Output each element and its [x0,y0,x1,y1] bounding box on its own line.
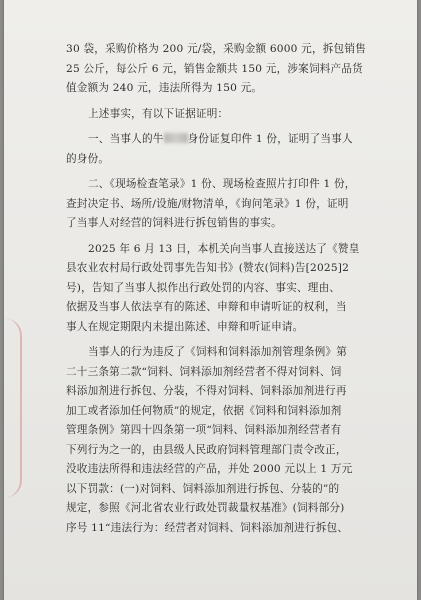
text-line: 一、当事人的牛 身份证复印件 1 份，证明了当事人 [88,133,353,145]
text-line: 下列行为之一的，由县级人民政府饲料管理部门责令改正， [66,443,347,456]
text-line: 事人在规定期限内未提出陈述、申辩和听证申请。 [66,320,304,333]
text-line: 号)，告知了当事人拟作出行政处罚的内容、事实、理由、 [66,281,341,294]
text-line: 值金额为 240 元，违法所得为 150 元。 [66,82,263,94]
text-line: 当事人的行为违反了《饲料和饲料添加剂管理条例》第 [88,346,348,358]
text-line: 没收违法所得和违法经营的产品，并处 2000 元以上 1 万元 [66,463,353,475]
document-body [66,40,376,538]
evidence-item-1-label: 一、当事人的牛 [88,133,164,145]
text-line: 规定，参照《河北省农业行政处罚裁量权基准》(饲料部分) [66,502,345,514]
text-line: 的身份。 [66,152,110,165]
text-line: 二十三条第二款“饲料、饲料添加剂经营者不得对饲料、饲 [66,365,342,378]
text-line: 料添加剂进行拆包、分装，不得对饲料、饲料添加剂进行再 [66,385,347,397]
redacted-name [164,133,188,143]
text-line: 序号 11“违法行为：经营者对饲料、饲料添加剂进行拆包、 [66,521,349,534]
text-line: 了当事人对经营的饲料进行拆包销售的事实。 [66,217,282,229]
text-line: 以下罚款：(一)对饲料、饲料添加剂进行拆包、分装的”的 [66,482,340,495]
text-line: 县农业农村局行政处罚事先告知书》(赞农(饲料)告[2025]2 [66,262,350,274]
text-line: 30 袋，采购价格为 200 元/袋，采购金额 6000 元，拆包销售 [66,43,366,55]
text-line: 上述事实，有以下证据证明： [88,107,229,120]
text-line: 依据及当事人依法享有的陈述、申辩和申请听证的权利，当 [66,301,347,313]
seal-stamp-fragment [4,318,22,498]
text-line: 25 公斤，每公斤 6 元，销售金额共 150 元，涉案饲料产品货 [66,62,363,75]
document-page [4,0,417,600]
text-line: 查封决定书、场所/设施/财物清单，《询问笔录》1 份，证明 [66,197,349,210]
text-line: 加工或者添加任何物质”的规定，依据《饲料和饲料添加剂 [66,404,342,417]
text-line: 2025 年 6 月 13 日，本机关向当事人直接送达了《赞皇 [88,242,360,255]
text-line: 二、《现场检查笔录》1 份、现场检查照片打印件 1 份， [88,178,356,190]
text-line: 管理条例》第四十四条第一项“饲料、饲料添加剂经营者有 [66,424,342,436]
